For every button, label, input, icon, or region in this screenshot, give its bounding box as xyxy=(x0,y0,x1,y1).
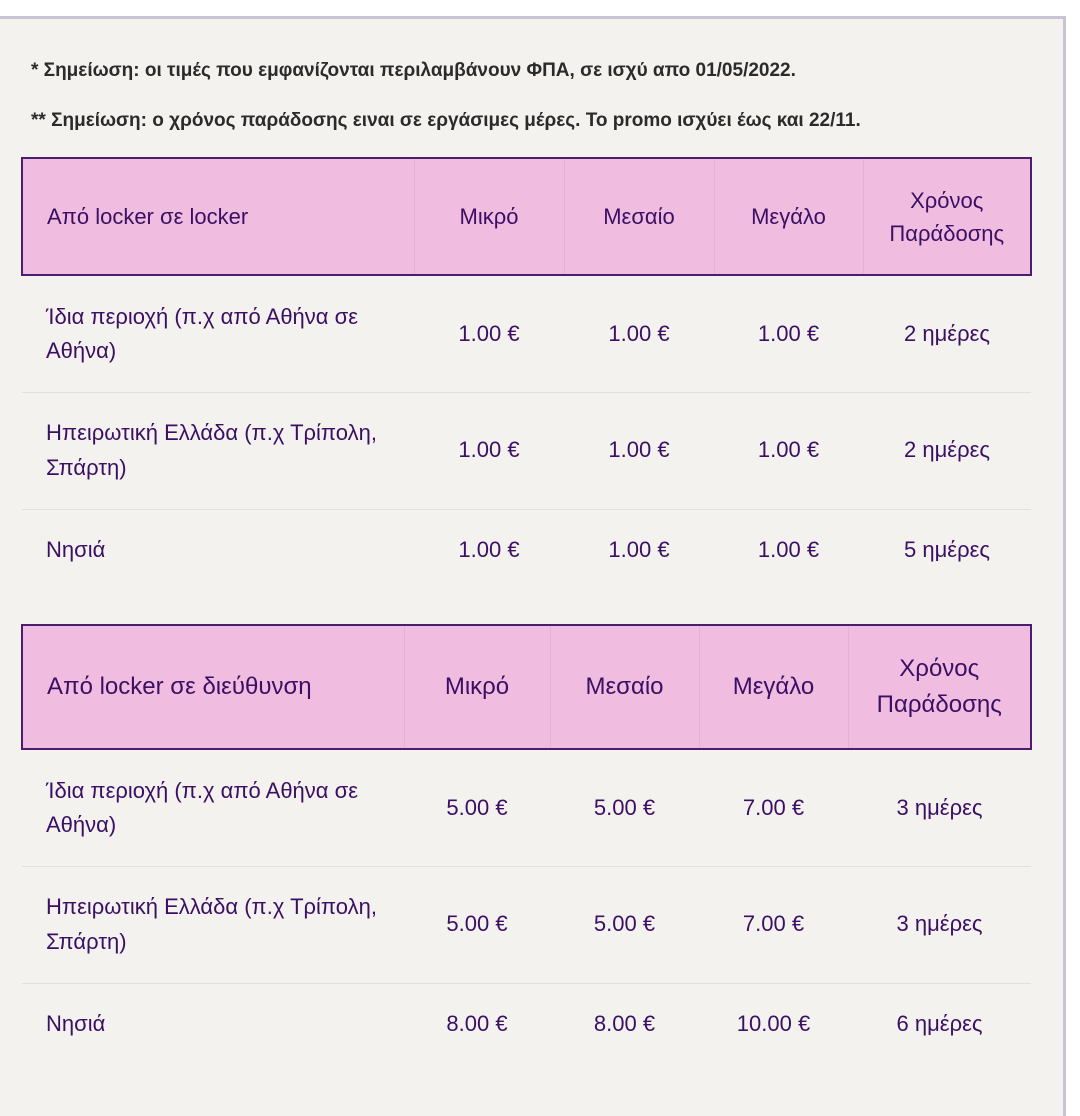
price-medium-cell: 1.00 € xyxy=(564,275,714,392)
price-medium-cell: 8.00 € xyxy=(593,1011,656,1037)
price-small-cell: 1.00 € xyxy=(414,392,564,509)
column-header-route: Από locker σε locker xyxy=(22,158,414,275)
price-small-cell: 8.00 € xyxy=(446,1011,508,1037)
route-cell: Ηπειρωτική Ελλάδα (π.χ Τρίπολη, Σπάρτη) xyxy=(22,866,404,983)
table-row xyxy=(22,866,1031,983)
column-header-large: Μεγάλο xyxy=(714,158,863,275)
delivery-time-cell: 2 ημέρες xyxy=(863,275,1031,392)
column-header-delivery-time: Χρόνος Παράδοσης xyxy=(863,158,1031,275)
route-cell: Νησιά xyxy=(46,1011,106,1037)
route-cell: Ηπειρωτική Ελλάδα (π.χ Τρίπολη, Σπάρτη) xyxy=(22,392,414,509)
delivery-time-cell: 3 ημέρες xyxy=(848,866,1031,983)
delivery-time-cell: 5 ημέρες xyxy=(904,537,990,563)
column-header-medium: Μεσαίο xyxy=(564,158,714,275)
table-row xyxy=(22,749,1031,866)
price-medium-cell: 1.00 € xyxy=(608,537,670,563)
vat-note: * Σημείωση: οι τιμές που εμφανίζονται περιλαμβάνουν ΦΠΑ, σε ισχύ απο 01/05/2022. xyxy=(31,60,796,81)
locker-to-address-table xyxy=(21,624,1032,1065)
route-cell: Νησιά xyxy=(46,537,106,563)
route-cell: Ίδια περιοχή (π.χ από Αθήνα σε Αθήνα) xyxy=(22,275,414,392)
pricing-panel xyxy=(0,16,1066,1116)
price-large-cell: 7.00 € xyxy=(699,866,848,983)
price-medium-cell: 5.00 € xyxy=(550,749,699,866)
table-header-row xyxy=(22,625,1031,749)
column-header-large: Μεγάλο xyxy=(699,625,848,749)
price-large-cell: 7.00 € xyxy=(699,749,848,866)
price-large-cell: 10.00 € xyxy=(736,1011,811,1037)
table-row xyxy=(22,275,1031,392)
price-medium-cell: 1.00 € xyxy=(564,392,714,509)
delivery-time-cell: 3 ημέρες xyxy=(848,749,1031,866)
delivery-note: ** Σημείωση: ο χρόνος παράδοσης ειναι σε εργάσιμες μέρες. Το promo ισχύει έως και 22/11. xyxy=(31,110,861,131)
delivery-time-cell: 2 ημέρες xyxy=(863,392,1031,509)
price-small-cell: 5.00 € xyxy=(404,749,550,866)
table-row xyxy=(22,983,1031,1065)
price-large-cell: 1.00 € xyxy=(757,537,820,563)
price-large-cell: 1.00 € xyxy=(714,275,863,392)
route-cell: Ίδια περιοχή (π.χ από Αθήνα σε Αθήνα) xyxy=(22,749,404,866)
table-header-row xyxy=(22,158,1031,275)
price-small-cell: 5.00 € xyxy=(404,866,550,983)
delivery-time-cell: 6 ημέρες xyxy=(896,1011,983,1037)
column-header-delivery-time: Χρόνος Παράδοσης xyxy=(848,625,1031,749)
price-small-cell: 1.00 € xyxy=(414,275,564,392)
price-large-cell: 1.00 € xyxy=(714,392,863,509)
table-row xyxy=(22,509,1031,591)
column-header-route: Από locker σε διεύθυνση xyxy=(22,625,404,749)
column-header-medium: Μεσαίο xyxy=(550,625,699,749)
price-small-cell: 1.00 € xyxy=(458,537,520,563)
column-header-small: Μικρό xyxy=(414,158,564,275)
locker-to-locker-table xyxy=(21,157,1032,591)
price-medium-cell: 5.00 € xyxy=(550,866,699,983)
table-row xyxy=(22,392,1031,509)
column-header-small: Μικρό xyxy=(404,625,550,749)
